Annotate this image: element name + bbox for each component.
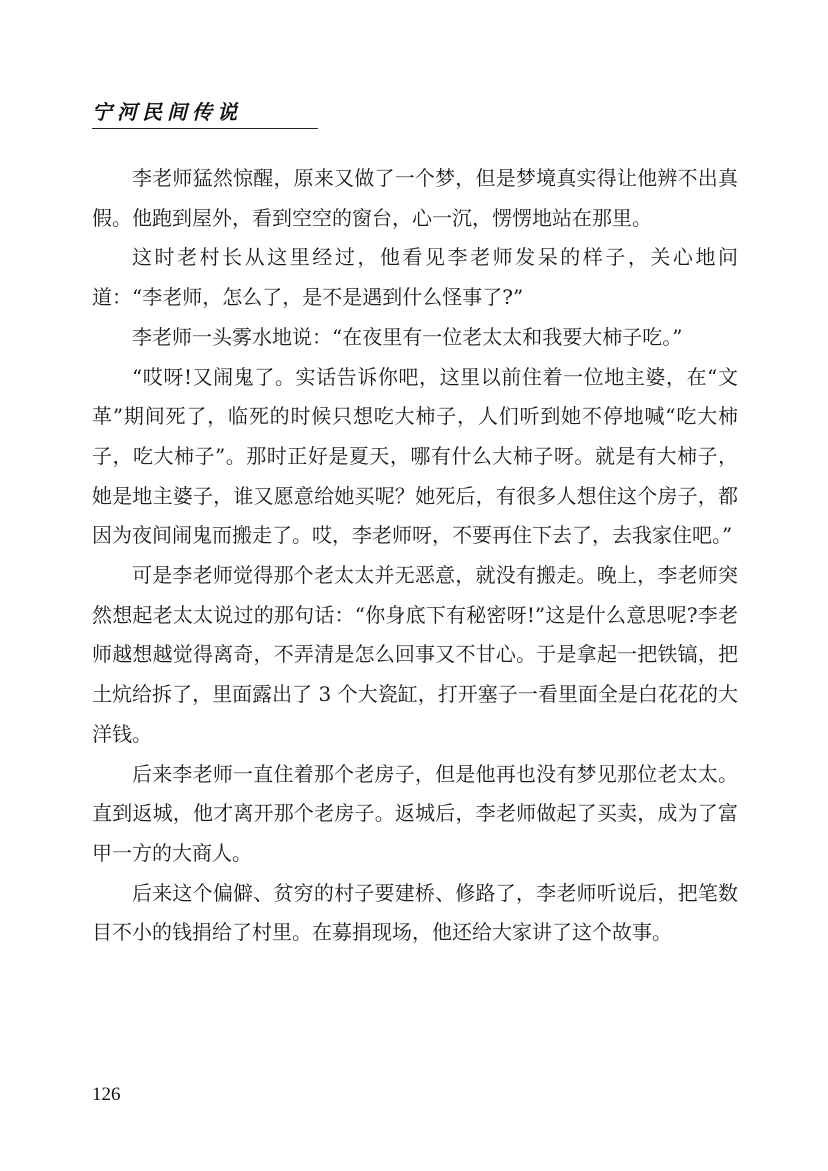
paragraph: 后来这个偏僻、贫穷的村子要建桥、修路了，李老师听说后，把笔数目不小的钱捐给了村里。在募捐现场，他还给大家讲了这个故事。 — [92, 880, 738, 945]
paragraph: 可是李老师觉得那个老太太并无恶意，就没有搬走。晚上，李老师突然想起老太太说过的那句话：“你身底下有秘密呀!”这是什么意思呢?李老师越想越觉得离奇，不弄清是怎么回事又不甘心。于是拿起一把铁镐，把土炕给拆了，里面露出了 3 个大瓷缸，打开塞子一看里面全是白花花的大洋钱。 — [92, 563, 738, 746]
book-title: 宁河民间传说 — [92, 100, 242, 124]
paragraph: 这时老村长从这里经过，他看见李老师发呆的样子，关心地问道：“李老师，怎么了，是不是遇到什么怪事了?” — [92, 245, 738, 310]
paragraph: “哎呀!又闹鬼了。实话告诉你吧，这里以前住着一位地主婆，在“文革”期间死了，临死的时候只想吃大柿子，人们听到她不停地喊“吃大柿子，吃大柿子”。那时正好是夏天，哪有什么大柿子呀。就是有大柿子，她是地主婆子，谁又愿意给她买呢？她死后，有很多人想住这个房子，都因为夜间闹鬼而搬走了。哎，李老师呀，不要再住下去了，去我家住吧。” — [92, 364, 738, 548]
story-body — [92, 159, 738, 953]
paragraph: 后来李老师一直住着那个老房子，但是他再也没有梦见那位老太太。直到返城，他才离开那个老房子。返城后，李老师做起了买卖，成为了富甲一方的大商人。 — [92, 761, 738, 865]
running-header — [92, 100, 318, 129]
page-number: 126 — [92, 1084, 121, 1105]
paragraph: 李老师猛然惊醒，原来又做了一个梦，但是梦境真实得让他辨不出真假。他跑到屋外，看到空空的窗台，心一沉，愣愣地站在那里。 — [92, 166, 738, 230]
paragraph: 李老师一头雾水地说：“在夜里有一位老太太和我要大柿子吃。” — [132, 324, 683, 349]
